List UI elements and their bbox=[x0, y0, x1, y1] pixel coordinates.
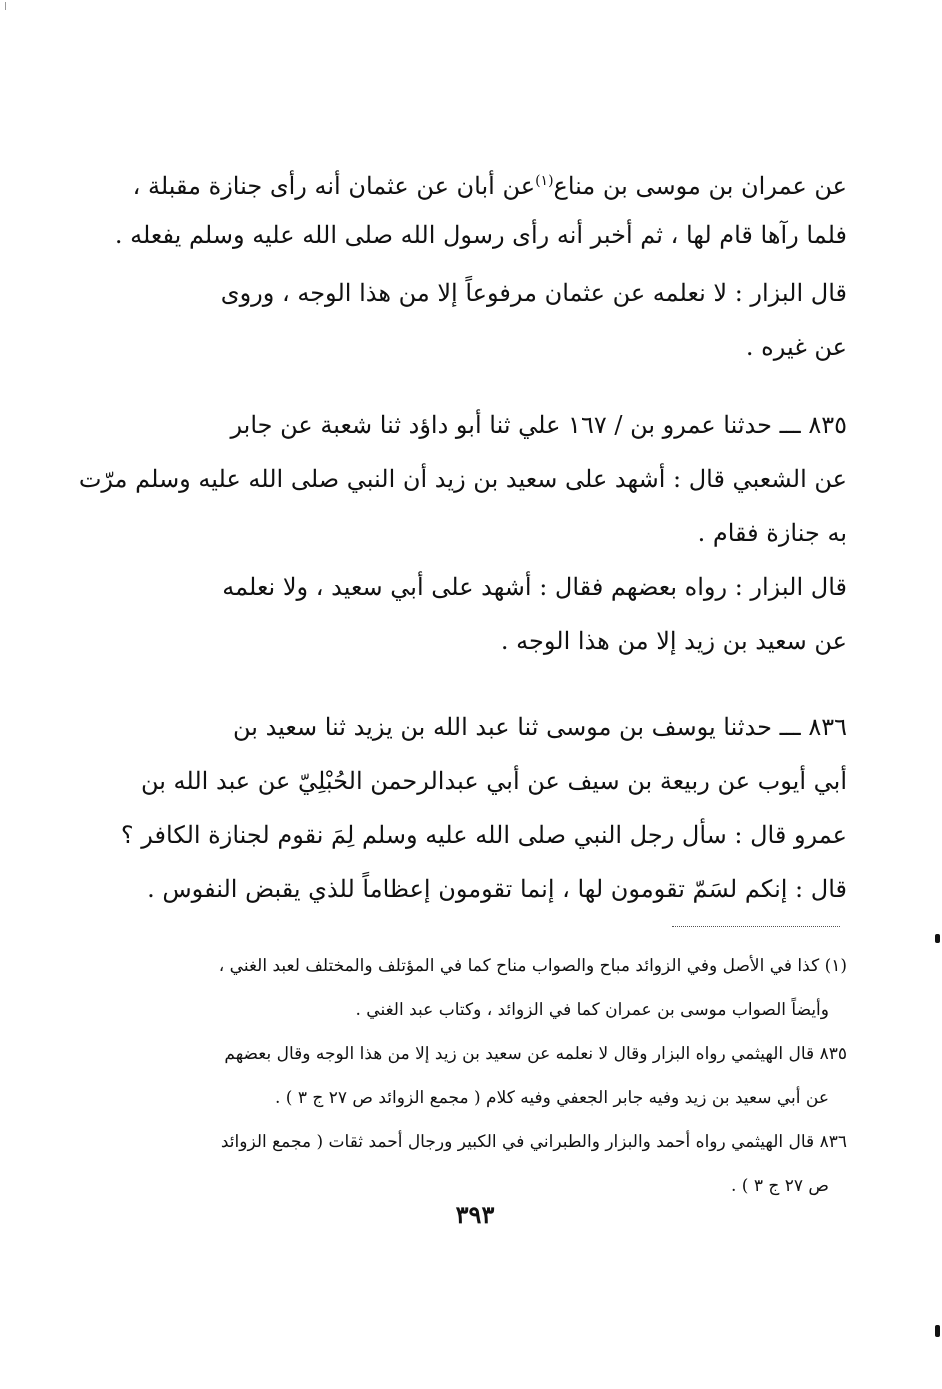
text-line: فلما رآها قام لها ، ثم أخبر أنه رأى رسول الله صلى الله عليه وسلم يفعله . bbox=[114, 221, 847, 249]
scan-speck bbox=[935, 1325, 940, 1337]
footnote-line: ٨٣٥ قال الهيثمي رواه البزار وقال لا نعلمه عن سعيد بن زيد إلا من هذا الوجه وقال بعضهم bbox=[224, 1044, 847, 1064]
page-number: ٣٩٣ bbox=[455, 1200, 495, 1229]
footnote-line: ٨٣٦ قال الهيثمي رواه أحمد والبزار والطبراني في الكبير ورجال أحمد ثقات ( مجمع الزوائد bbox=[220, 1132, 847, 1152]
text-line: عن الشعبي قال : أشهد على سعيد بن زيد أن النبي صلى الله عليه وسلم مرّت bbox=[78, 465, 847, 493]
paragraph-hadith-835 bbox=[78, 398, 847, 560]
text-line: عن عمران بن موسى بن مناع$^{(١)}$عن أبان عن عثمان أنه رأى جنازة مقبلة ، bbox=[132, 172, 847, 200]
text-line: قال البزار : لا نعلمه عن عثمان مرفوعاً إلا من هذا الوجه ، وروى bbox=[220, 279, 847, 307]
paragraph-4 bbox=[177, 560, 847, 668]
footnotes bbox=[177, 944, 847, 1208]
text-line: قال البزار : رواه بعضهم فقال : أشهد على أبي سعيد ، ولا نعلمه bbox=[222, 573, 847, 601]
footnote-line: عن أبي سعيد بن زيد وفيه جابر الجعفي وفيه كلام ( مجمع الزوائد ص ٢٧ ج ٣ ) . bbox=[274, 1088, 829, 1108]
text-line: ٨٣٥ ـــ حدثنا عمرو بن / ١٦٧ علي ثنا أبو داؤد ثنا شعبة عن جابر bbox=[230, 411, 847, 439]
text-line: أبي أيوب عن ربيعة بن سيف عن أبي عبدالرحمن الحُبْلِيّ عن عبد الله بن bbox=[140, 767, 847, 795]
paragraph-2 bbox=[177, 266, 847, 374]
footnote-line: ص ٢٧ ج ٣ ) . bbox=[731, 1176, 829, 1196]
scan-speck bbox=[5, 2, 6, 10]
text-line: به جنازة فقام . bbox=[697, 519, 847, 547]
footnote-line: وأيضاً الصواب موسى بن عمران كما في الزوائد ، وكتاب عبد الغني . bbox=[355, 1000, 829, 1020]
text-line: عمرو قال : سأل رجل النبي صلى الله عليه وسلم لِمَ نقوم لجنازة الكافر ؟ bbox=[120, 821, 847, 849]
footnote-marker[interactable]: (١) bbox=[535, 173, 554, 189]
text-line: عن غيره . bbox=[745, 333, 847, 361]
text-line: قال : إنكم لسَمّ تقومون لها ، إنما تقومون إعظاماً للذي يقبض النفوس . bbox=[147, 875, 847, 903]
paragraph-hadith-836 bbox=[120, 700, 847, 916]
text-line: عن سعيد بن زيد إلا من هذا الوجه . bbox=[500, 627, 847, 655]
footnote-divider bbox=[672, 926, 840, 927]
scan-speck bbox=[935, 934, 940, 943]
footnote-line: (١) كذا في الأصل وفي الزوائد مباح والصواب مناح كما في المؤتلف والمختلف لعبد الغني ، bbox=[218, 956, 847, 976]
text-line: ٨٣٦ ـــ حدثنا يوسف بن موسى ثنا عبد الله بن يزيد ثنا سعيد بن bbox=[232, 713, 847, 741]
paragraph-1 bbox=[114, 154, 847, 262]
